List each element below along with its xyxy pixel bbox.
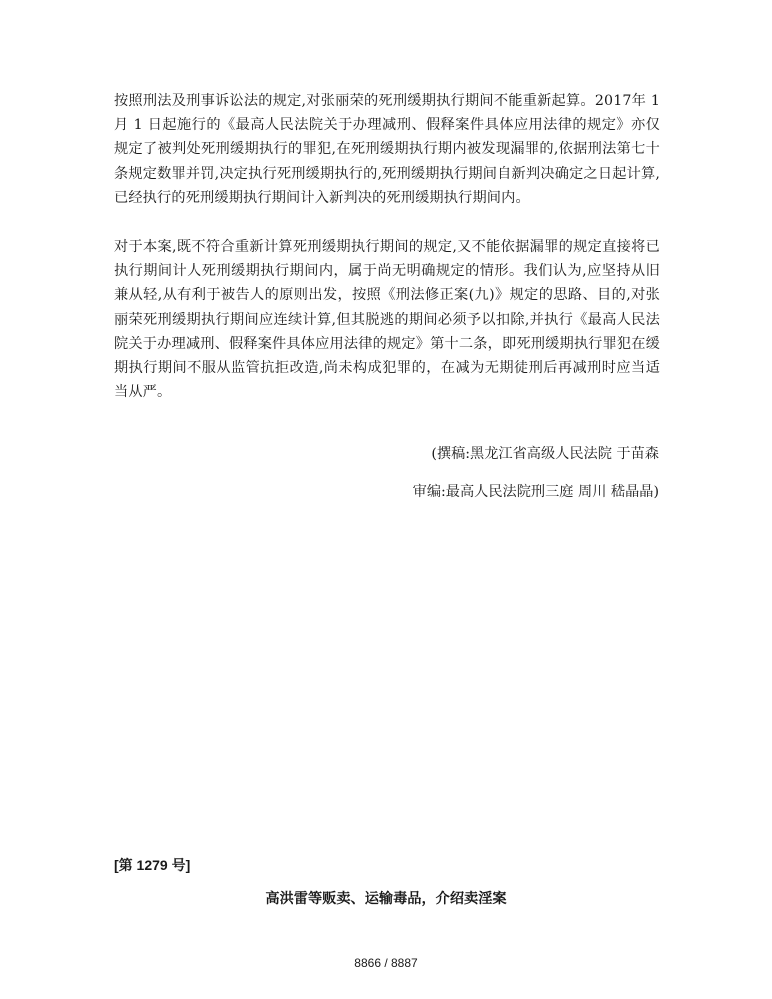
body-paragraph-1: 按照刑法及刑事诉讼法的规定,对张丽荣的死刑缓期执行期间不能重新起算。2017年 1 月 1 日起施行的《最高人民法院关于办理减刑、假释案件具体应用法律的规定》亦仅规定了被判处死刑缓期执行的罪犯,在死刑缓期执行期内被发现漏罪的,依据刑法第七十条规定数罪并罚,决定执行死刑缓期执行的,死刑缓期执行期间自新判决确定之日起计算,已经执行的死刑缓期执行期间计入新判决的死刑缓期执行期间内。 xyxy=(114,93,660,206)
page-number: 8866 / 8887 xyxy=(354,956,418,970)
body-paragraph-2: 对于本案,既不符合重新计算死刑缓期执行期间的规定,又不能依据漏罪的规定直接将已执行期间计人死刑缓期执行期间内，属于尚无明确规定的情形。我们认为,应坚持从旧兼从轻,从有利于被告人的原则出发，按照《刑法修正案(九)》规定的思路、目的,对张丽荣死刑缓期执行期间应连续计算,但其脱逃的期间必须予以扣除,并执行《最高人民法院关于办理减刑、假释案件具体应用法律的规定》第十二条，即死刑缓期执行罪犯在缓期执行期间不服从监管抗拒改造,尚未构成犯罪的，在减为无期徒刑后再减刑时应当适当从严。 xyxy=(114,239,660,401)
reviewer-credit: 审编:最高人民法院刑三庭 周川 嵇晶晶) xyxy=(412,484,659,500)
case-title: 高洪雷等贩卖、运输毒品，介绍卖淫案 xyxy=(265,891,507,907)
case-number: [第 1279 号] xyxy=(114,857,191,873)
author-credit: (撰稿:黑龙江省高级人民法院 于苗森 xyxy=(431,446,659,462)
